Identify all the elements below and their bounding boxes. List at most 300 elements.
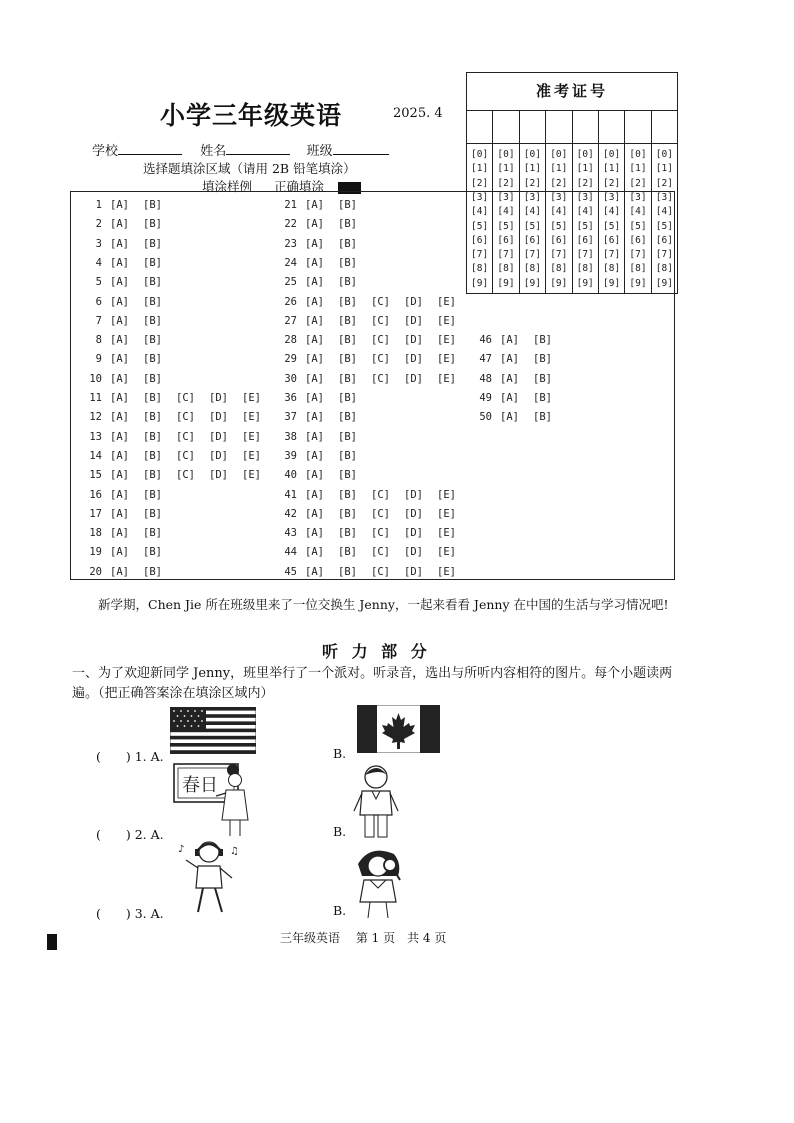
- question-number: 29: [284, 353, 297, 366]
- id-digit-bubble[interactable]: [0]: [576, 149, 594, 160]
- id-digit-bubble[interactable]: [0]: [497, 149, 515, 160]
- usa-flag-picture: [170, 707, 256, 754]
- answer-bubble[interactable]: [B]: [143, 256, 162, 269]
- boy-student-picture: [350, 763, 402, 841]
- answer-bubble[interactable]: [D]: [404, 314, 423, 327]
- id-digit-bubble[interactable]: [7]: [550, 249, 568, 261]
- answer-bubble[interactable]: [C]: [371, 314, 390, 327]
- answer-row: [277, 450, 371, 462]
- answer-bubble[interactable]: [A]: [110, 218, 129, 231]
- answer-row: [472, 334, 566, 346]
- answer-bubble[interactable]: [A]: [305, 392, 324, 404]
- id-digit-bubble[interactable]: [9]: [655, 277, 673, 289]
- answer-bubble[interactable]: [B]: [338, 334, 357, 347]
- canada-flag-picture: [357, 705, 440, 753]
- answer-bubble[interactable]: [D]: [209, 469, 228, 482]
- id-digit-bubble[interactable]: [8]: [497, 263, 515, 275]
- question-1-instructions: 一、为了欢迎新同学 Jenny，班里举行了一个派对。听录音，选出与所听内容相符的图片。每个小题读两遍。（把正确答案涂在填涂区域内）: [72, 666, 673, 701]
- answer-bubble[interactable]: [B]: [533, 353, 552, 366]
- answer-row: [82, 334, 176, 346]
- answer-bubble[interactable]: [B]: [338, 411, 357, 424]
- question-number: 21: [284, 199, 297, 211]
- answer-bubble[interactable]: [B]: [533, 372, 552, 385]
- answer-bubble[interactable]: [A]: [110, 411, 129, 424]
- answer-bubble[interactable]: [B]: [143, 372, 162, 385]
- answer-bubble[interactable]: [A]: [500, 392, 519, 404]
- answer-bubble[interactable]: [B]: [338, 199, 357, 211]
- id-digit-bubble[interactable]: [8]: [576, 263, 594, 275]
- question-number: 25: [284, 276, 297, 289]
- answer-bubble[interactable]: [A]: [305, 295, 324, 308]
- question-1-option-b-label: B.: [333, 746, 347, 761]
- question-number: 20: [89, 565, 102, 578]
- answer-bubble[interactable]: [D]: [404, 353, 423, 366]
- school-field[interactable]: [118, 142, 182, 155]
- answer-bubble[interactable]: [A]: [305, 507, 324, 520]
- id-digit-bubble[interactable]: [0]: [550, 149, 568, 160]
- id-digit-bubble[interactable]: [1]: [523, 163, 541, 175]
- answer-bubble[interactable]: [C]: [371, 507, 390, 520]
- answer-bubble[interactable]: [C]: [176, 411, 195, 424]
- answer-bubble[interactable]: [A]: [110, 469, 129, 482]
- class-label: 班级: [306, 144, 333, 159]
- answer-row: [82, 199, 176, 211]
- answer-bubble[interactable]: [B]: [338, 527, 357, 540]
- answer-bubble[interactable]: [A]: [500, 334, 519, 347]
- answer-row: [82, 411, 275, 423]
- answer-bubble[interactable]: [B]: [143, 392, 162, 404]
- id-digit-bubble[interactable]: [2]: [629, 177, 647, 189]
- answer-bubble[interactable]: [D]: [404, 372, 423, 385]
- answer-bubble[interactable]: [A]: [305, 314, 324, 327]
- id-digit-bubble[interactable]: [1]: [471, 163, 489, 175]
- id-digit-bubble[interactable]: [6]: [576, 234, 594, 246]
- answer-bubble[interactable]: [A]: [110, 372, 129, 385]
- answer-bubble[interactable]: [E]: [242, 392, 261, 404]
- id-digit-bubble[interactable]: [6]: [550, 234, 568, 246]
- girl-with-headphones-picture: [176, 838, 244, 916]
- id-digit-bubble[interactable]: [3]: [629, 191, 647, 203]
- sample-correct-label: 正确填涂: [273, 179, 324, 194]
- answer-bubble[interactable]: [E]: [437, 372, 456, 385]
- id-digit-bubble[interactable]: [3]: [550, 191, 568, 203]
- answer-bubble[interactable]: [A]: [305, 256, 324, 269]
- answer-bubble[interactable]: [B]: [143, 527, 162, 540]
- answer-bubble[interactable]: [E]: [437, 546, 456, 559]
- answer-bubble[interactable]: [D]: [404, 295, 423, 308]
- answer-row: [277, 315, 470, 327]
- question-number: 30: [284, 372, 297, 385]
- answer-bubble[interactable]: [E]: [242, 411, 261, 424]
- id-digit-bubble[interactable]: [2]: [655, 177, 673, 189]
- id-digit-bubble[interactable]: [8]: [523, 263, 541, 275]
- answer-bubble[interactable]: [A]: [110, 334, 129, 347]
- id-digit-bubble[interactable]: [4]: [629, 206, 647, 218]
- answer-bubble[interactable]: [A]: [305, 411, 324, 424]
- id-digit-bubble[interactable]: [7]: [603, 249, 621, 261]
- id-digit-bubble[interactable]: [4]: [471, 206, 489, 218]
- answer-row: [82, 257, 176, 269]
- answer-bubble[interactable]: [C]: [371, 295, 390, 308]
- answer-bubble[interactable]: [D]: [404, 334, 423, 347]
- answer-row: [82, 238, 176, 250]
- id-digit-bubble[interactable]: [5]: [523, 220, 541, 232]
- id-digit-bubble[interactable]: [4]: [576, 206, 594, 218]
- answer-bubble[interactable]: [A]: [305, 527, 324, 540]
- answer-row: [277, 353, 470, 365]
- id-digit-bubble[interactable]: [5]: [497, 220, 515, 232]
- answer-bubble[interactable]: [C]: [371, 372, 390, 385]
- answer-bubble[interactable]: [B]: [533, 334, 552, 347]
- id-digit-bubble[interactable]: [3]: [576, 191, 594, 203]
- id-digit-bubble[interactable]: [3]: [471, 191, 489, 203]
- answer-bubble[interactable]: [B]: [143, 449, 162, 462]
- question-number: 22: [284, 218, 297, 231]
- id-digit-bubble[interactable]: [4]: [655, 206, 673, 218]
- answer-bubble[interactable]: [A]: [110, 430, 129, 443]
- question-number: 45: [284, 565, 297, 578]
- answer-bubble[interactable]: [B]: [143, 488, 162, 501]
- id-digit-bubble[interactable]: [8]: [471, 263, 489, 275]
- id-digit-bubble[interactable]: [0]: [471, 149, 489, 160]
- id-digit-bubble[interactable]: [9]: [629, 277, 647, 289]
- class-field[interactable]: [333, 142, 389, 155]
- answer-bubble[interactable]: [C]: [371, 527, 390, 540]
- id-digit-bubble[interactable]: [7]: [497, 249, 515, 261]
- answer-bubble[interactable]: [A]: [305, 237, 324, 250]
- id-digit-bubble[interactable]: [0]: [655, 149, 673, 160]
- id-digit-bubble[interactable]: [3]: [523, 191, 541, 203]
- answer-bubble[interactable]: [A]: [110, 256, 129, 269]
- answer-row: [472, 353, 566, 365]
- answer-row: [277, 276, 371, 288]
- id-digit-bubble[interactable]: [3]: [603, 191, 621, 203]
- answer-bubble[interactable]: [E]: [437, 314, 456, 327]
- id-digit-bubble[interactable]: [2]: [550, 177, 568, 189]
- id-digit-bubble[interactable]: [1]: [497, 163, 515, 175]
- question-number: 1: [95, 199, 102, 211]
- answer-bubble[interactable]: [E]: [437, 507, 456, 520]
- id-digit-bubble[interactable]: [2]: [497, 177, 515, 189]
- answer-bubble[interactable]: [B]: [338, 430, 357, 443]
- answer-bubble[interactable]: [A]: [500, 411, 519, 424]
- answer-bubble[interactable]: [A]: [305, 488, 324, 501]
- answer-row: [472, 373, 566, 385]
- question-number: 50: [479, 411, 492, 424]
- answer-bubble[interactable]: [D]: [404, 527, 423, 540]
- answer-bubble[interactable]: [A]: [110, 488, 129, 501]
- answer-bubble[interactable]: [B]: [143, 295, 162, 308]
- id-digit-bubble[interactable]: [4]: [523, 206, 541, 218]
- question-number: 24: [284, 256, 297, 269]
- question-number: 28: [284, 334, 297, 347]
- fill-hint: 选择题填涂区域（请用 2B 铅笔填涂）: [143, 161, 356, 176]
- answer-bubble[interactable]: [A]: [305, 353, 324, 366]
- answer-bubble[interactable]: [A]: [305, 546, 324, 559]
- question-2-label[interactable]: ( ) 2. A.: [96, 827, 164, 842]
- answer-bubble[interactable]: [B]: [338, 353, 357, 366]
- id-digit-bubble[interactable]: [7]: [576, 249, 594, 261]
- id-digit-bubble[interactable]: [4]: [603, 206, 621, 218]
- question-number: 40: [284, 469, 297, 482]
- exam-id-title: 准考证号: [535, 82, 608, 100]
- answer-bubble[interactable]: [B]: [143, 565, 162, 578]
- id-digit-bubble[interactable]: [6]: [629, 234, 647, 246]
- answer-bubble[interactable]: [E]: [242, 469, 261, 482]
- question-number: 5: [95, 276, 102, 289]
- answer-bubble[interactable]: [B]: [143, 237, 162, 250]
- id-digit-bubble[interactable]: [8]: [603, 263, 621, 275]
- answer-row: [277, 566, 470, 578]
- answer-bubble[interactable]: [E]: [242, 430, 261, 443]
- id-digit-bubble[interactable]: [0]: [523, 149, 541, 160]
- question-number: 15: [89, 469, 102, 482]
- answer-bubble[interactable]: [C]: [176, 430, 195, 443]
- exam-date: 2025. 4: [393, 106, 443, 121]
- id-digit-bubble[interactable]: [9]: [550, 277, 568, 289]
- answer-bubble[interactable]: [A]: [110, 527, 129, 540]
- id-digit-bubble[interactable]: [9]: [471, 277, 489, 289]
- id-digit-bubble[interactable]: [4]: [497, 206, 515, 218]
- answer-bubble[interactable]: [C]: [371, 488, 390, 501]
- id-digit-bubble[interactable]: [7]: [655, 249, 673, 261]
- question-number: 23: [284, 237, 297, 250]
- answer-bubble[interactable]: [B]: [338, 469, 357, 482]
- answer-row: [82, 508, 176, 520]
- answer-bubble[interactable]: [B]: [143, 411, 162, 424]
- answer-row: [277, 411, 371, 423]
- question-number: 2: [95, 218, 102, 231]
- answer-bubble[interactable]: [E]: [437, 565, 456, 578]
- answer-bubble[interactable]: [A]: [305, 469, 324, 482]
- question-number: 7: [95, 314, 102, 327]
- blackboard-text: 春日: [182, 775, 218, 796]
- answer-bubble[interactable]: [A]: [110, 507, 129, 520]
- name-label: 姓名: [200, 144, 227, 159]
- question-number: 13: [89, 430, 102, 443]
- answer-bubble[interactable]: [A]: [110, 353, 129, 366]
- id-digit-bubble[interactable]: [0]: [603, 149, 621, 160]
- answer-bubble[interactable]: [A]: [305, 449, 324, 462]
- id-digit-bubble[interactable]: [3]: [497, 191, 515, 203]
- answer-bubble[interactable]: [C]: [176, 392, 195, 404]
- answer-bubble[interactable]: [C]: [371, 334, 390, 347]
- answer-bubble[interactable]: [B]: [143, 546, 162, 559]
- answer-bubble[interactable]: [B]: [338, 256, 357, 269]
- answer-bubble[interactable]: [C]: [371, 565, 390, 578]
- answer-bubble[interactable]: [C]: [371, 353, 390, 366]
- answer-bubble[interactable]: [A]: [305, 276, 324, 289]
- answer-bubble[interactable]: [B]: [338, 237, 357, 250]
- question-number: 12: [89, 411, 102, 424]
- answer-row: [82, 353, 176, 365]
- answer-bubble[interactable]: [B]: [143, 353, 162, 366]
- answer-bubble[interactable]: [D]: [404, 546, 423, 559]
- question-number: 16: [89, 488, 102, 501]
- id-digit-bubble[interactable]: [7]: [629, 249, 647, 261]
- answer-bubble[interactable]: [A]: [500, 353, 519, 366]
- question-number: 6: [95, 295, 102, 308]
- id-digit-bubble[interactable]: [1]: [550, 163, 568, 175]
- id-digit-bubble[interactable]: [2]: [471, 177, 489, 189]
- answer-bubble[interactable]: [A]: [110, 314, 129, 327]
- page-title: 小学三年级英语: [160, 101, 343, 130]
- answer-bubble[interactable]: [B]: [143, 276, 162, 289]
- id-digit-bubble[interactable]: [1]: [655, 163, 673, 175]
- answer-bubble[interactable]: [B]: [338, 507, 357, 520]
- answer-row: [82, 489, 176, 501]
- answer-bubble[interactable]: [D]: [209, 430, 228, 443]
- answer-bubble[interactable]: [E]: [437, 353, 456, 366]
- answer-row: [82, 276, 176, 288]
- id-digit-bubble[interactable]: [6]: [471, 234, 489, 246]
- answer-row: [277, 527, 470, 539]
- answer-row: [82, 566, 176, 578]
- question-number: 43: [284, 527, 297, 540]
- answer-bubble[interactable]: [A]: [110, 237, 129, 250]
- id-digit-bubble[interactable]: [6]: [655, 234, 673, 246]
- id-digit-bubble[interactable]: [6]: [603, 234, 621, 246]
- id-digit-bubble[interactable]: [2]: [576, 177, 594, 189]
- answer-bubble[interactable]: [A]: [305, 430, 324, 443]
- answer-bubble[interactable]: [A]: [110, 295, 129, 308]
- answer-row: [472, 411, 566, 423]
- question-1-label[interactable]: ( ) 1. A.: [96, 749, 164, 764]
- id-digit-bubble[interactable]: [5]: [603, 220, 621, 232]
- id-digit-bubble[interactable]: [5]: [655, 220, 673, 232]
- answer-bubble[interactable]: [B]: [338, 392, 357, 404]
- question-number: 3: [95, 237, 102, 250]
- id-digit-bubble[interactable]: [5]: [629, 220, 647, 232]
- question-number: 18: [89, 527, 102, 540]
- answer-bubble[interactable]: [A]: [305, 199, 324, 211]
- answer-bubble[interactable]: [C]: [176, 449, 195, 462]
- answer-bubble[interactable]: [B]: [533, 411, 552, 424]
- answer-row: [277, 469, 371, 481]
- answer-bubble[interactable]: [B]: [338, 449, 357, 462]
- answer-sheet: [70, 191, 675, 580]
- answer-bubble[interactable]: [E]: [437, 527, 456, 540]
- answer-bubble[interactable]: [B]: [338, 372, 357, 385]
- answer-bubble[interactable]: [A]: [110, 565, 129, 578]
- answer-bubble[interactable]: [B]: [338, 314, 357, 327]
- answer-bubble[interactable]: [B]: [338, 488, 357, 501]
- question-number: 14: [89, 449, 102, 462]
- answer-bubble[interactable]: [B]: [338, 276, 357, 289]
- answer-bubble[interactable]: [C]: [176, 469, 195, 482]
- answer-bubble[interactable]: [D]: [209, 449, 228, 462]
- id-digit-bubble[interactable]: [3]: [655, 191, 673, 203]
- question-number: 19: [89, 546, 102, 559]
- question-3-label[interactable]: ( ) 3. A.: [96, 906, 164, 921]
- id-digit-bubble[interactable]: [9]: [497, 277, 515, 289]
- answer-bubble[interactable]: [D]: [209, 411, 228, 424]
- id-digit-bubble[interactable]: [7]: [523, 249, 541, 261]
- answer-bubble[interactable]: [D]: [404, 488, 423, 501]
- svg-text:♫: ♫: [230, 846, 239, 857]
- answer-bubble[interactable]: [B]: [143, 430, 162, 443]
- answer-bubble[interactable]: [B]: [338, 295, 357, 308]
- answer-bubble[interactable]: [E]: [437, 488, 456, 501]
- id-digit-bubble[interactable]: [2]: [523, 177, 541, 189]
- answer-row: [277, 199, 371, 211]
- answer-bubble[interactable]: [B]: [143, 314, 162, 327]
- school-label: 学校: [92, 144, 119, 159]
- id-digit-bubble[interactable]: [6]: [523, 234, 541, 246]
- answer-bubble[interactable]: [E]: [437, 334, 456, 347]
- answer-bubble[interactable]: [A]: [305, 372, 324, 385]
- id-digit-bubble[interactable]: [1]: [576, 163, 594, 175]
- name-field[interactable]: [226, 142, 290, 155]
- answer-bubble[interactable]: [B]: [338, 218, 357, 231]
- id-digit-bubble[interactable]: [8]: [550, 263, 568, 275]
- answer-bubble[interactable]: [D]: [209, 392, 228, 404]
- answer-bubble[interactable]: [A]: [110, 276, 129, 289]
- page-footer: 三年级英语 第 1 页 共 4 页: [280, 931, 447, 945]
- id-digit-bubble[interactable]: [5]: [550, 220, 568, 232]
- id-digit-bubble[interactable]: [0]: [629, 149, 647, 160]
- id-digit-bubble[interactable]: [5]: [471, 220, 489, 232]
- answer-bubble[interactable]: [D]: [404, 565, 423, 578]
- id-digit-bubble[interactable]: [2]: [603, 177, 621, 189]
- id-digit-bubble[interactable]: [1]: [603, 163, 621, 175]
- question-2-option-b-label: B.: [333, 824, 347, 839]
- id-digit-bubble[interactable]: [5]: [576, 220, 594, 232]
- answer-bubble[interactable]: [A]: [305, 565, 324, 578]
- answer-row: [82, 315, 176, 327]
- answer-bubble[interactable]: [B]: [143, 469, 162, 482]
- question-number: 47: [479, 353, 492, 366]
- answer-bubble[interactable]: [A]: [305, 334, 324, 347]
- answer-bubble[interactable]: [C]: [371, 546, 390, 559]
- id-digit-bubble[interactable]: [7]: [471, 249, 489, 261]
- answer-bubble[interactable]: [B]: [143, 199, 162, 211]
- answer-row: [472, 392, 566, 404]
- id-digit-bubble[interactable]: [9]: [603, 277, 621, 289]
- answer-bubble[interactable]: [A]: [110, 546, 129, 559]
- answer-bubble[interactable]: [A]: [110, 449, 129, 462]
- answer-bubble[interactable]: [B]: [533, 392, 552, 404]
- answer-bubble[interactable]: [A]: [110, 392, 129, 404]
- question-number: 37: [284, 411, 297, 424]
- answer-row: [82, 431, 275, 443]
- answer-bubble[interactable]: [B]: [143, 218, 162, 231]
- id-digit-bubble[interactable]: [1]: [629, 163, 647, 175]
- answer-bubble[interactable]: [A]: [110, 199, 129, 211]
- answer-bubble[interactable]: [B]: [143, 334, 162, 347]
- answer-bubble[interactable]: [A]: [305, 218, 324, 231]
- question-number: 49: [479, 392, 492, 404]
- answer-bubble[interactable]: [E]: [242, 449, 261, 462]
- question-number: 48: [479, 372, 492, 385]
- question-number: 9: [95, 353, 102, 366]
- id-digit-bubble[interactable]: [8]: [629, 263, 647, 275]
- answer-row: [82, 450, 275, 462]
- id-digit-bubble[interactable]: [4]: [550, 206, 568, 218]
- answer-bubble[interactable]: [D]: [404, 507, 423, 520]
- id-digit-bubble[interactable]: [6]: [497, 234, 515, 246]
- id-digit-bubble[interactable]: [8]: [655, 263, 673, 275]
- id-digit-bubble[interactable]: [9]: [576, 277, 594, 289]
- answer-row: [277, 508, 470, 520]
- answer-bubble[interactable]: [A]: [500, 372, 519, 385]
- id-digit-bubble[interactable]: [9]: [523, 277, 541, 289]
- scan-marker: [47, 934, 57, 950]
- answer-bubble[interactable]: [B]: [338, 565, 357, 578]
- answer-bubble[interactable]: [E]: [437, 295, 456, 308]
- answer-bubble[interactable]: [B]: [338, 546, 357, 559]
- answer-bubble[interactable]: [B]: [143, 507, 162, 520]
